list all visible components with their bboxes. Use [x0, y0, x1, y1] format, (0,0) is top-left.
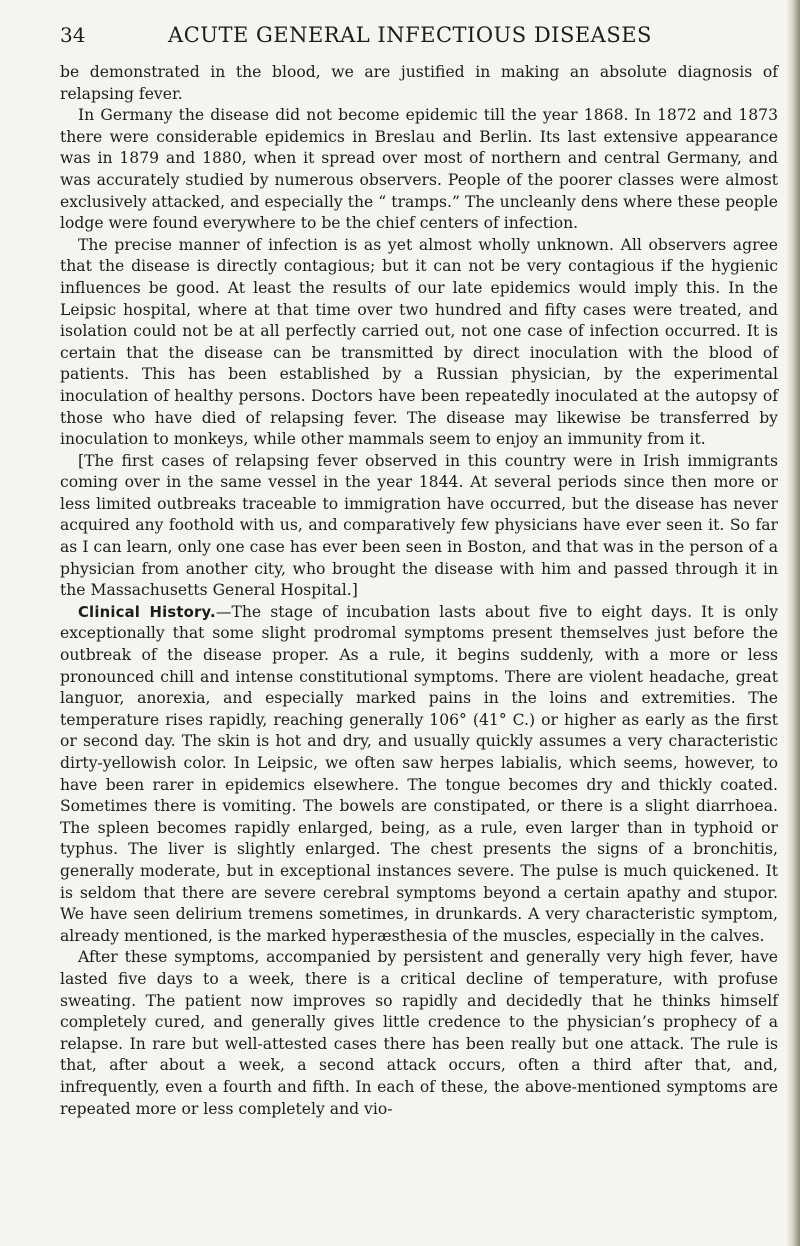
section-heading-clinical-history: Clinical History.: [78, 603, 216, 621]
paragraph-us-cases: [The first cases of relapsing fever observed in this country were in Irish immigrants coming over in the same vessel in the year 1844. At several periods since then more or less limited outbreaks traceable to immigration have occurred, but the disease has never acquired any foothold with us, and comparatively few physicians have ever seen it. So far as I can learn, only one case has ever been seen in Boston, and that was in the person of a physician from another city, who brought the disease with him and passed through it in the Massachusetts General Hospital.]: [60, 451, 778, 600]
paragraph-clinical-history: [60, 602, 778, 948]
page-body: [60, 62, 778, 1120]
page-number: 34: [60, 23, 86, 47]
clinical-history-text: —The stage of incubation lasts about five to eight days. It is only exceptionally that some slight prodromal symptoms present themselves just before the outbreak of the disease proper. As a rule, it begins suddenly, with a more or less pronounced chill and intense constitutional symptoms. There are violent headache, great languor, anorexia, and especially marked pains in the loins and extremities. The temperature rises rapidly, reaching generally 106° (41° C.) or higher as early as the first or second day. The skin is hot and dry, and usually quickly assumes a very characteristic dirty-yellowish color. In Leipsic, we often saw herpes labialis, which seems, however, to have been rarer in epidemics elsewhere. The tongue becomes dry and thickly coated. Sometimes there is vomiting. The bowels are constipated, or there is a slight diarrhoea. The spleen becomes rapidly enlarged, being, as a rule, even larger than in typhoid or typhus. The liver is slightly enlarged. The chest presents the signs of a bronchitis, generally moderate, but in exceptional instances severe. The pulse is much quickened. It is seldom that there are severe cerebral symptoms beyond a certain apathy and stupor. We have seen delirium tremens sometimes, in drunkards. A very characteristic symptom, already mentioned, is the marked hyperæsthesia of the muscles, especially in the calves.: [60, 602, 778, 945]
running-head: ACUTE GENERAL INFECTIOUS DISEASES: [168, 23, 652, 47]
paragraph-course-relapse: After these symptoms, accompanied by persistent and generally very high fever, have lasted five days to a week, there is a critical decline of temperature, with profuse sweating. The patient now improves so rapidly and decidedly that he thinks himself completely cured, and generally gives little credence to the physician’s prophecy of a relapse. In rare but well-attested cases there has been really but one attack. The rule is that, after about a week, a second attack occurs, often a third after that, and, infrequently, even a fourth and fifth. In each of these, the above-mentioned symptoms are repeated more or less completely and vio-: [60, 948, 778, 1118]
paragraph-manner-of-infection: The precise manner of infection is as yet almost wholly unknown. All observers agree that the disease is directly contagious; but it can not be very contagious if the hygienic influences be good. At least the results of our late epidemics would imply this. In the Leipsic hospital, where at that time over two hundred and fifty cases were treated, and isolation could not be at all perfectly carried out, not one case of infection occurred. It is certain that the disease can be transmitted by direct inoculation with the blood of patients. This has been established by a Russian physician, by the experimental inoculation of healthy persons. Doctors have been repeatedly inoculated at the autopsy of those who have died of relapsing fever. The disease may likewise be transferred by inoculation to monkeys, while other mammals seem to enjoy an immunity from it.: [60, 235, 778, 449]
paragraph-continuation: be demonstrated in the blood, we are justified in making an absolute diagnosis of relapsing fever.: [60, 63, 778, 103]
page-edge-shadow: [786, 0, 800, 1246]
paragraph-germany-epidemics: In Germany the disease did not become epidemic till the year 1868. In 1872 and 1873 there were considerable epidemics in Breslau and Berlin. Its last extensive appearance was in 1879 and 1880, when it spread over most of northern and central Germany, and was accurately studied by numerous observers. People of the poorer classes were almost exclusively attacked, and especially the “ tramps.” The uncleanly dens where these people lodge were found everywhere to be the chief centers of infection.: [60, 106, 778, 233]
page-header: [60, 20, 760, 50]
